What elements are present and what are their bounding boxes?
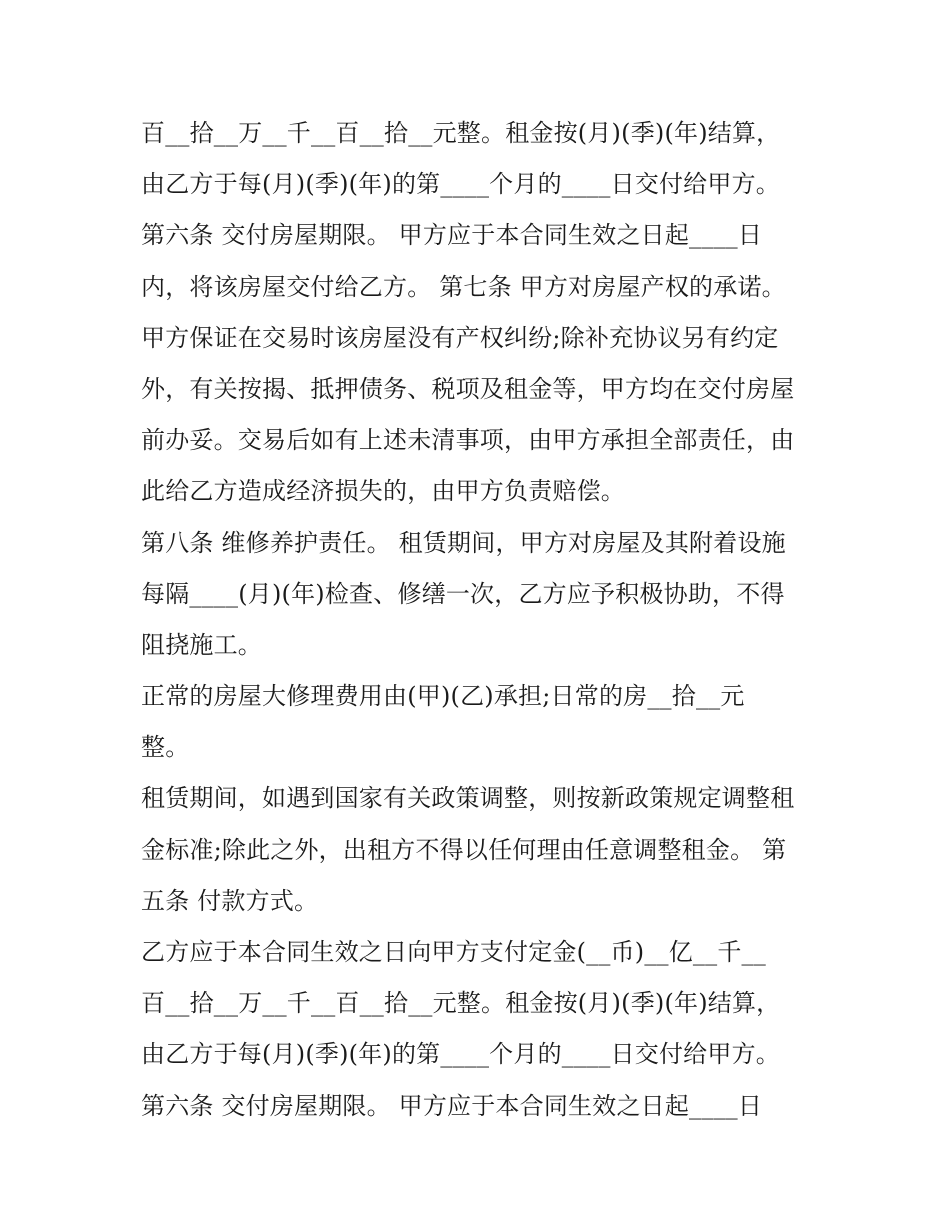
text-line: 内，将该房屋交付给乙方。 第七条 甲方对房屋产权的承诺。 xyxy=(141,272,786,301)
text-line: 第八条 维修养护责任。 租赁期间，甲方对房屋及其附着设施 xyxy=(141,528,786,557)
text-line: 甲方保证在交易时该房屋没有产权纠纷;除补充协议另有约定 xyxy=(141,323,779,352)
text-line: 五条 付款方式。 xyxy=(141,886,319,915)
text-line: 第六条 交付房屋期限。 甲方应于本合同生效之日起____日 xyxy=(141,1091,763,1120)
text-line: 租赁期间，如遇到国家有关政策调整，则按新政策规定调整租 xyxy=(141,784,795,813)
text-line: 第六条 交付房屋期限。 甲方应于本合同生效之日起____日 xyxy=(141,221,763,250)
text-line: 正常的房屋大修理费用由(甲)(乙)承担;日常的房__拾__元 xyxy=(141,682,745,711)
text-line: 外，有关按揭、抵押债务、税项及租金等，甲方均在交付房屋 xyxy=(141,374,795,403)
text-line: 金标准;除此之外，出租方不得以任何理由任意调整租金。 第 xyxy=(141,835,787,864)
text-line: 百__拾__万__千__百__拾__元整。租金按(月)(季)(年)结算， xyxy=(141,119,781,147)
text-line: 此给乙方造成经济损失的，由甲方负责赔偿。 xyxy=(141,477,625,506)
text-line: 整。 xyxy=(141,733,190,762)
text-line: 阻挠施工。 xyxy=(141,630,262,659)
contract-text-body xyxy=(141,108,831,1132)
text-line: 由乙方于每(月)(季)(年)的第____个月的____日交付给甲方。 xyxy=(141,170,780,199)
text-line: 由乙方于每(月)(季)(年)的第____个月的____日交付给甲方。 xyxy=(141,1040,780,1069)
text-line: 百__拾__万__千__百__拾__元整。租金按(月)(季)(年)结算， xyxy=(141,989,781,1018)
text-line: 前办妥。交易后如有上述未清事项，由甲方承担全部责任，由 xyxy=(141,426,795,455)
text-line: 乙方应于本合同生效之日向甲方支付定金(__币)__亿__千__ xyxy=(141,938,766,966)
text-line: 每隔____(月)(年)检查、修缮一次，乙方应予积极协助，不得 xyxy=(141,579,785,608)
